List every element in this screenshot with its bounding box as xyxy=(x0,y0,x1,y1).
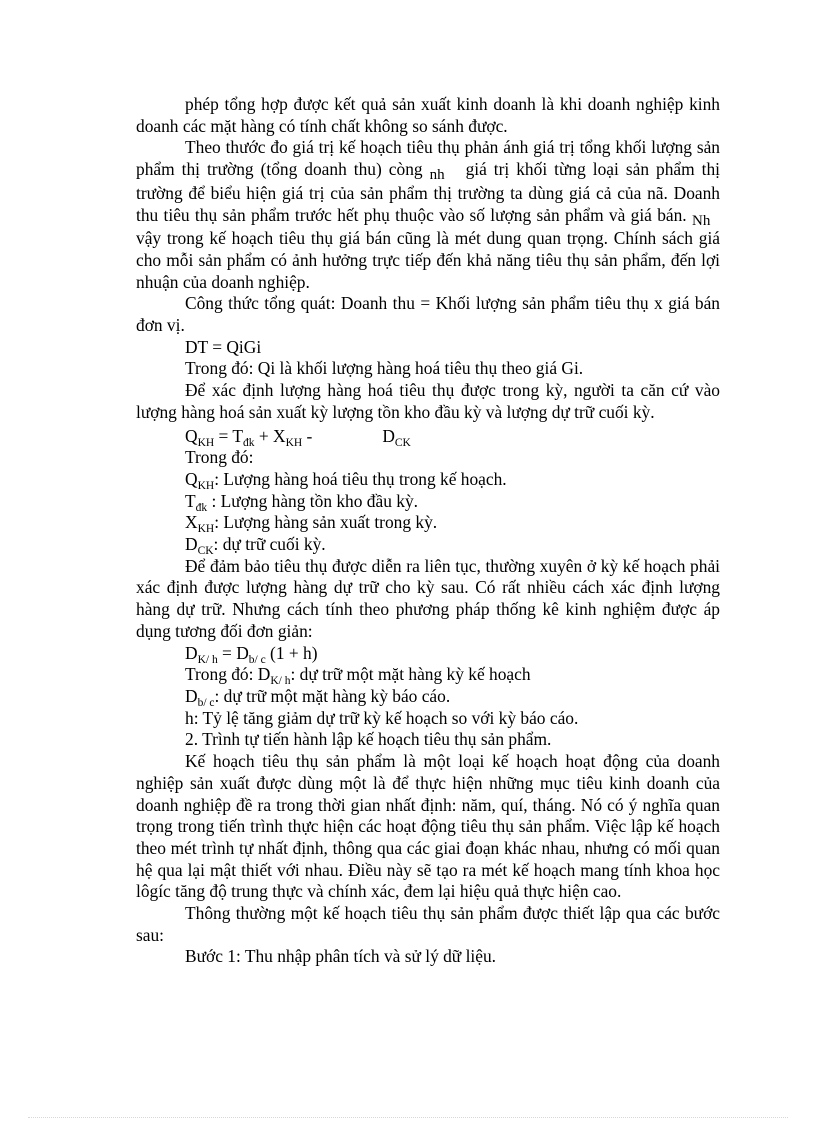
subscript: KH xyxy=(197,523,215,536)
subscript: K/ h xyxy=(270,675,291,688)
subscript: KH xyxy=(285,436,303,449)
text-run: = D xyxy=(217,642,249,663)
definition-line xyxy=(136,686,720,708)
text-run: (1 + h) xyxy=(265,642,318,663)
section-heading: 2. Trình tự tiến hành lập kế hoạch tiêu thụ sản phẩm. xyxy=(185,729,552,750)
subscript: KH xyxy=(197,479,215,492)
text-run: T xyxy=(185,490,196,511)
paragraph: Bước 1: Thu nhập phân tích và sử lý dữ liệu. xyxy=(185,946,497,967)
definition-line xyxy=(136,664,720,686)
subscript: đk xyxy=(195,501,208,514)
formula-line: DT = QiGi xyxy=(185,336,262,357)
document-page xyxy=(136,94,720,968)
subscript: KH xyxy=(197,436,215,449)
subscript: b/ c xyxy=(197,696,215,709)
text-run: : dự trữ một mặt hàng kỳ báo cáo. xyxy=(214,685,451,706)
paragraph: Kế hoạch tiêu thụ sản phẩm là một loại kế hoạch hoạt động của doanh nghiệp sản xuất được dùng một là để thực hiện những mục tiêu kinh doanh của doanh nghiệp đề ra trong thời gian nhất định: năm, quí, tháng. Nó có ý nghĩa quan trọng trong tiến trình thực hiện các hoạt động tiêu thụ sản phẩm. Việc lập kế hoạch theo mét trình tự nhất định, thông qua các giai đoạn khác nhau, nhưng có mối quan hệ qua lại mật thiết với nhau. Điều này sẽ tạo ra mét kế hoạch mang tính khoa học lôgíc tăng độ trung thực và chính xác, đem lại hiệu quả thực hiện cao. xyxy=(136,751,720,902)
text-run: : Lượng hàng tồn kho đầu kỳ. xyxy=(207,490,418,511)
subscript: b/ c xyxy=(248,653,266,666)
text-run: : dự trữ cuối kỳ. xyxy=(213,534,326,555)
text-run: Theo thước đo giá trị kế hoạch tiêu thụ phản ánh giá trị tổng khối lượng sản phẩm thị trường (tổng doanh thu) còng xyxy=(136,137,720,180)
text-run: Trong đó: D xyxy=(185,664,271,685)
text-run: : Lượng hàng sản xuất trong kỳ. xyxy=(214,512,438,533)
text-run: D xyxy=(382,425,395,446)
paragraph: Thông thường một kế hoạch tiêu thụ sản phẩm được thiết lập qua các bước sau: xyxy=(136,903,720,945)
formula-line xyxy=(136,643,720,665)
text-run: D xyxy=(185,642,198,663)
page-footer-divider xyxy=(28,1117,788,1118)
paragraph: Để đảm bảo tiêu thụ được diễn ra liên tục, thường xuyên ở kỳ kế hoạch phải xác định được lượng hàng dự trữ cho kỳ sau. Có rất nhiều cách xác định lượng hàng dự trữ. Nhưng cách tính theo phương pháp thống kê kinh nghiệm được áp dụng tương đối đơn giản: xyxy=(136,555,720,641)
text-run: Q xyxy=(185,425,198,446)
paragraph xyxy=(136,137,720,293)
text-run: Nh xyxy=(692,212,711,229)
paragraph: phép tổng hợp được kết quả sản xuất kinh doanh là khi doanh nghiệp kinh doanh các mặt hàng có tính chất không so sánh được. xyxy=(136,94,720,136)
subscript: CK xyxy=(394,436,411,449)
paragraph: h: Tỷ lệ tăng giảm dự trữ kỳ kế hoạch so với kỳ báo cáo. xyxy=(185,707,579,728)
text-run: Q xyxy=(185,468,198,489)
text-run: D xyxy=(185,685,198,706)
formula-line xyxy=(136,426,720,448)
text-run: : dự trữ một mặt hàng kỳ kế hoạch xyxy=(290,664,531,685)
text-run: nh xyxy=(429,167,445,184)
text-run: vậy trong kế hoạch tiêu thụ giá bán cũng là mét dung quan trọng. Chính sách giá cho mỗi sản phẩm có ảnh hưởng trực tiếp đến khả năng tiêu thụ sản phẩm, đến lợi nhuận của doanh nghiệp. xyxy=(136,228,720,292)
text-run: D xyxy=(185,534,198,555)
subscript: đk xyxy=(243,436,255,449)
paragraph: Trong đó: xyxy=(185,447,254,468)
text-run: - xyxy=(302,425,313,446)
definition-line xyxy=(136,469,720,491)
text-run: : Lượng hàng hoá tiêu thụ trong kế hoạch. xyxy=(214,468,507,489)
definition-line xyxy=(136,512,720,534)
text-run: + X xyxy=(254,425,286,446)
subscript: K/ h xyxy=(197,653,218,666)
text-run: = T xyxy=(214,425,243,446)
definition-line xyxy=(136,491,720,513)
subscript: CK xyxy=(197,545,214,558)
paragraph: Trong đó: Qi là khối lượng hàng hoá tiêu thụ theo giá Gi. xyxy=(185,358,584,379)
paragraph: Công thức tổng quát: Doanh thu = Khối lượng sản phẩm tiêu thụ x giá bán đơn vị. xyxy=(136,293,720,336)
definition-line xyxy=(136,534,720,556)
text-run: giá trị khối từng loại sản phẩm thị trường để biểu hiện giá trị của sản phẩm thị trường ta dùng giá cả của nã. Doanh thu tiêu thụ sản phẩm trước hết phụ thuộc vào số lượng sản phẩm và giá bán. xyxy=(136,159,720,225)
text-run: X xyxy=(185,512,198,533)
paragraph: Để xác định lượng hàng hoá tiêu thụ được trong kỳ, người ta căn cứ vào lượng hàng hoá sản xuất kỳ lượng tồn kho đầu kỳ và lượng dự trữ cuối kỳ. xyxy=(136,380,720,422)
